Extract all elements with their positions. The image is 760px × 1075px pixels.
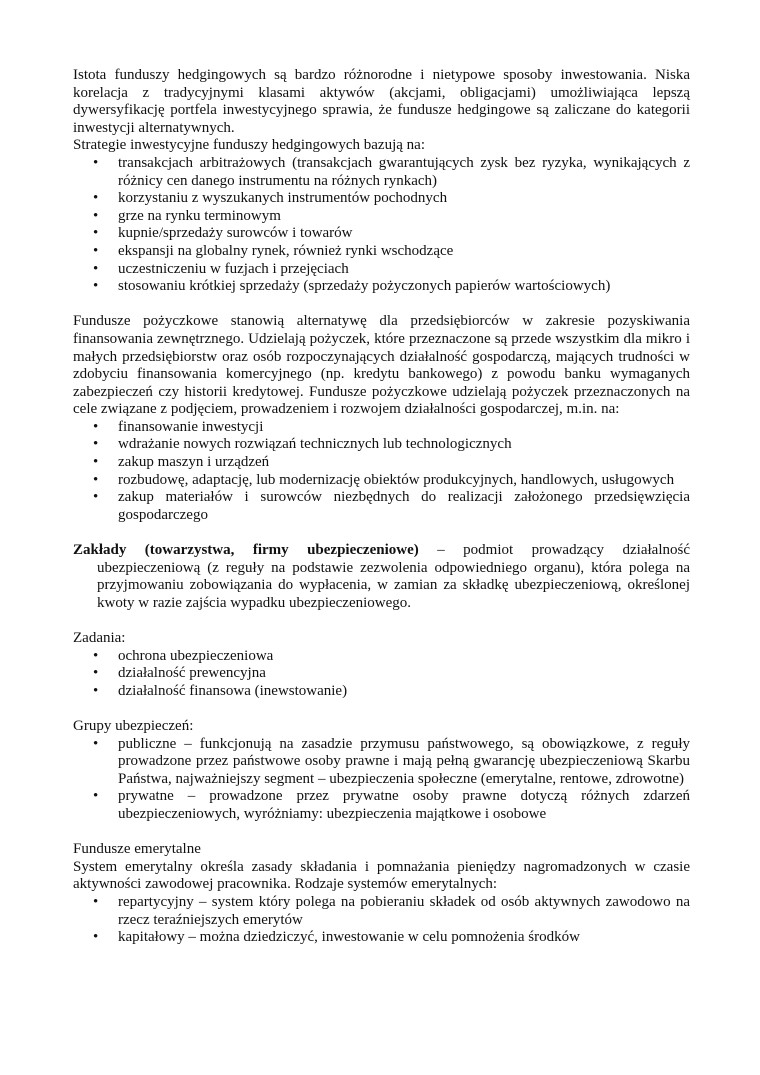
- bullet-icon: •: [93, 647, 99, 664]
- bullet-icon: •: [93, 893, 99, 910]
- list-item: [73, 190, 690, 208]
- list-item: [73, 278, 690, 296]
- hedge-strategies-list: [73, 155, 690, 296]
- bullet-icon: •: [93, 278, 99, 295]
- tasks-label: Zadania:: [73, 630, 126, 646]
- pension-heading: Fundusze emerytalne: [73, 841, 201, 858]
- list-item-text: stosowaniu krótkiej sprzedaży (sprzedaży pożyczonych papierów wartościowych): [118, 278, 611, 295]
- list-item-text: rozbudowę, adaptację, lub modernizację obiektów produkcyjnych, handlowych, usługowych: [118, 471, 675, 488]
- bullet-icon: •: [93, 682, 99, 699]
- list-item: [73, 894, 690, 929]
- bullet-icon: •: [93, 260, 99, 277]
- bullet-icon: •: [93, 225, 99, 242]
- list-item-text: ekspansji na globalny rynek, również rynki wschodzące: [118, 242, 454, 259]
- list-item: [73, 648, 690, 666]
- bullet-icon: •: [93, 154, 99, 171]
- list-item: [73, 788, 690, 823]
- pension-intro: System emerytalny określa zasady składania i pomnażania pieniędzy nagromadzonych w czasie aktywności zawodowej pracownika. Rodzaje systemów emerytalnych:: [73, 858, 690, 893]
- list-item-text: publiczne – funkcjonują na zasadzie przymusu państwowego, są obowiązkowe, z reguły prowadzone przez państwowe osoby prawne i mają pełną gwarancję ubezpieczeniową Skarbu Państwa, najważniejszy segment – ubezpieczenia społeczne (emerytalne, rentowe, zdrowotne): [118, 735, 690, 787]
- pension-types-list: [73, 894, 690, 947]
- list-item-text: kapitałowy – można dziedziczyć, inwestowanie w celu pomnożenia środków: [118, 929, 580, 946]
- tasks-list: [73, 648, 690, 701]
- list-item: [73, 225, 690, 243]
- hedge-strategies-label: Strategie inwestycyjne funduszy hedgingowych bazują na:: [73, 137, 425, 154]
- list-item: [73, 436, 690, 454]
- bullet-icon: •: [93, 418, 99, 435]
- list-item-text: prywatne – prowadzone przez prywatne osoby prawne dotyczą różnych zdarzeń ubezpieczeniowych, wyróżniamy: ubezpieczenia majątkowe i osobowe: [118, 788, 690, 822]
- bullet-icon: •: [93, 190, 99, 207]
- list-item: [73, 489, 690, 524]
- bullet-icon: •: [93, 665, 99, 682]
- hedge-intro: Istota funduszy hedgingowych są bardzo różnorodne i nietypowe sposoby inwestowania. Niska korelacja z tradycyjnymi klasami aktywów (akcjami, obligacjami) umożliwiająca lepszą dywersyfikację portfela inwestycyjnego sprawia, że fundusze hedgingowe są zaliczane do kategorii inwestycji alternatywnych.: [73, 67, 690, 136]
- loans-list: [73, 419, 690, 525]
- bullet-icon: •: [93, 242, 99, 259]
- insurance-definition: [73, 542, 690, 612]
- document-page: [73, 67, 690, 947]
- insurance-term: Zakłady (towarzystwa, firmy ubezpieczeniowe): [73, 542, 419, 559]
- list-item-text: zakup materiałów i surowców niezbędnych do realizacji założonego przedsięwzięcia gospodarczego: [118, 489, 690, 523]
- list-item: [73, 683, 690, 701]
- list-item-text: działalność finansowa (inewstowanie): [118, 682, 348, 699]
- list-item-text: repartycyjny – system który polega na pobieraniu składek od osób aktywnych zawodowo na rzecz teraźniejszych emerytów: [118, 893, 690, 928]
- bullet-icon: •: [93, 489, 99, 506]
- list-item-text: działalność prewencyjna: [118, 665, 266, 682]
- list-item-text: grze na rynku terminowym: [118, 207, 281, 224]
- list-item: [73, 472, 690, 490]
- list-item-text: transakcjach arbitrażowych (transakcjach gwarantujących zysk bez ryzyka, wynikających z różnicy cen danego instrumentu na różnych rynkach): [118, 154, 690, 189]
- list-item-text: kupnie/sprzedaży surowców i towarów: [118, 225, 353, 242]
- bullet-icon: •: [93, 436, 99, 453]
- list-item: [73, 261, 690, 279]
- list-item-text: zakup maszyn i urządzeń: [118, 454, 270, 471]
- groups-list: [73, 736, 690, 824]
- list-item: [73, 208, 690, 226]
- bullet-icon: •: [93, 735, 99, 752]
- list-item: [73, 155, 690, 190]
- list-item-text: korzystaniu z wyszukanych instrumentów pochodnych: [118, 190, 448, 207]
- list-item-text: wdrażanie nowych rozwiązań technicznych lub technologicznych: [118, 436, 512, 453]
- list-item: [73, 454, 690, 472]
- groups-label: Grupy ubezpieczeń:: [73, 717, 194, 734]
- loans-intro: Fundusze pożyczkowe stanowią alternatywę dla przedsiębiorców w zakresie pozyskiwania finansowania zewnętrznego. Udzielają pożyczek, które przeznaczone są przede wszystkim dla mikro i małych przedsiębiorstw oraz osób rozpoczynających działalność gospodarczą, mających trudności w zdobyciu finansowania komercyjnego (np. kredytu bankowego) z powodu banku wymaganych zabezpieczeń czy historii kredytowej. Fundusze pożyczkowe udzielają pożyczek przeznaczonych na cele związane z podjęciem, prowadzeniem i rozwojem działalności gospodarczej, m.in. na:: [73, 313, 690, 418]
- bullet-icon: •: [93, 454, 99, 471]
- list-item: [73, 665, 690, 683]
- list-item: [73, 736, 690, 789]
- list-item: [73, 243, 690, 261]
- list-item: [73, 929, 690, 947]
- bullet-icon: •: [93, 929, 99, 946]
- bullet-icon: •: [93, 207, 99, 224]
- insurance-definition-text: – podmiot prowadzący działalność ubezpieczeniową (z reguły na podstawie zezwolenia odpowiedniego organu), która polega na przyjmowaniu zobowiązania do wypłacenia, w zamian za składkę ubezpieczeniową, określonej kwoty w razie zajścia wypadku ubezpieczeniowego.: [97, 542, 690, 611]
- list-item-text: ochrona ubezpieczeniowa: [118, 647, 274, 664]
- list-item-text: uczestniczeniu w fuzjach i przejęciach: [118, 260, 349, 277]
- bullet-icon: •: [93, 788, 99, 805]
- bullet-icon: •: [93, 471, 99, 488]
- list-item: [73, 419, 690, 437]
- list-item-text: finansowanie inwestycji: [118, 418, 264, 435]
